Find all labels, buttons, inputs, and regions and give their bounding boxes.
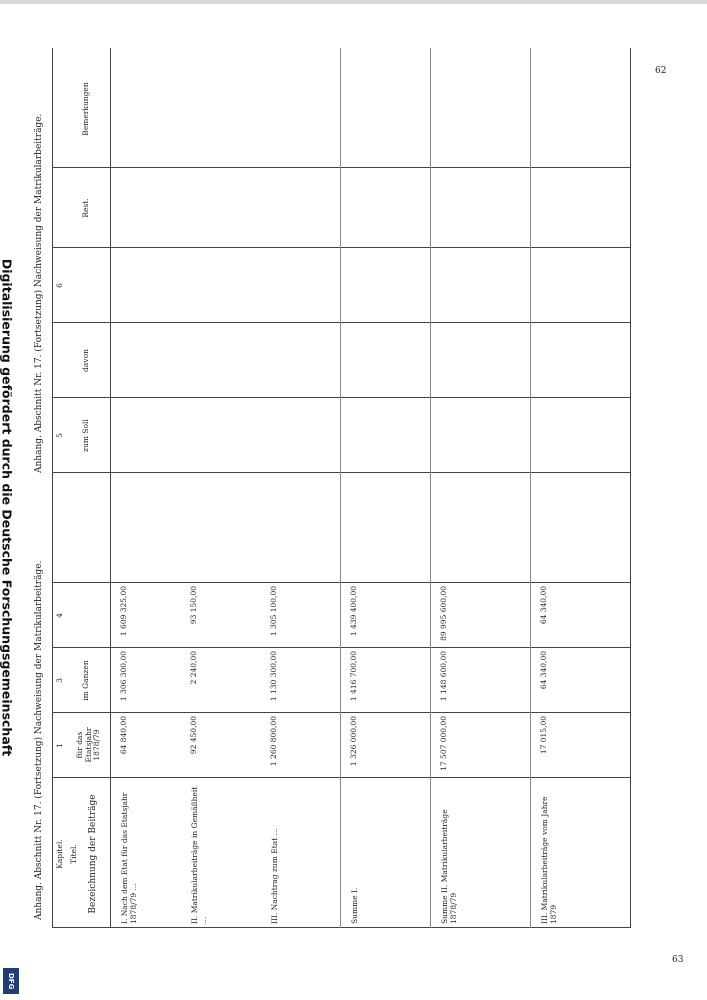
rule-top xyxy=(52,48,53,928)
rule-v2 xyxy=(52,712,630,713)
rule-v7 xyxy=(52,322,630,323)
rule-v9 xyxy=(52,167,630,168)
row-6-v2: 64 340,00 xyxy=(539,651,548,690)
col-head-im-ganzen: im Ganzen xyxy=(81,660,90,701)
row-4-v1: 1 326 000,00 xyxy=(349,716,358,767)
row-3-v3: 1 305 100,00 xyxy=(269,586,278,637)
col-head-rest: Rest. xyxy=(81,198,90,218)
row-4-v2: 1 416 700,00 xyxy=(349,651,358,702)
rule-v5 xyxy=(52,472,630,473)
footer-text: Digitalisierung gefördert durch die Deutsche Forschungsgemeinschaft xyxy=(0,258,15,757)
row-2-v1: 92 450,00 xyxy=(189,716,198,755)
header-left: Anhang. Abschnitt Nr. 17. (Fortsetzung) Nachweisung der Matrikularbeiträge. xyxy=(34,560,44,920)
footer-strip xyxy=(2,0,24,1000)
row-5-v1: 17 507 000,00 xyxy=(439,716,448,771)
row-5-desc: Summe II. Matrikularbeiträge 1878/79 xyxy=(440,809,458,924)
row-6-v1: 17 015,00 xyxy=(539,716,548,755)
col-head-5: 5 xyxy=(55,433,64,438)
row-5-v3: 89 995 600,00 xyxy=(439,586,448,641)
row-3-v2: 1 130 300,00 xyxy=(269,651,278,702)
rule-v8 xyxy=(52,247,630,248)
row-5-v2: 1 148 600,00 xyxy=(439,651,448,702)
row-2-v3: 93 150,00 xyxy=(189,586,198,625)
row-2-desc: II. Matrikularbeiträge in Gemäßheit ... xyxy=(190,786,208,924)
col-head-6: 6 xyxy=(55,283,64,288)
row-6-v3: 64 340,00 xyxy=(539,586,548,625)
rule-head xyxy=(110,48,111,928)
row-1-v1: 64 840,00 xyxy=(119,716,128,755)
page-number-right: 63 xyxy=(672,955,684,965)
page-number-left: 62 xyxy=(655,66,667,76)
rule-bottom xyxy=(630,48,631,928)
rule-v0 xyxy=(52,927,630,928)
row-3-desc: III. Nachtrag zum Etat ... xyxy=(270,828,279,924)
scan-edge xyxy=(0,0,707,4)
col-head-bemerkungen: Bemerkungen xyxy=(81,82,90,136)
row-6-desc: III. Matrikularbeiträge vom Jahre 1879 xyxy=(540,796,558,924)
col-head-4: 4 xyxy=(55,613,64,618)
row-4-v3: 1 439 400,00 xyxy=(349,586,358,637)
rule-sum-1 xyxy=(340,48,341,928)
col-head-description: Bezeichnung der Beiträge xyxy=(88,794,98,914)
col-head-davon: davon xyxy=(81,349,90,372)
rule-v4 xyxy=(52,582,630,583)
col-head-zum-soll: zum Soll xyxy=(81,419,90,452)
col-head-kapitel: Kapitel. xyxy=(55,839,64,869)
row-1-v2: 1 306 300,00 xyxy=(119,651,128,702)
row-2-v2: 2 240,00 xyxy=(189,651,198,685)
rule-v3 xyxy=(52,647,630,648)
header-right: Anhang. Abschnitt Nr. 17. (Fortsetzung) Nachweisung der Matrikularbeiträge. xyxy=(34,113,44,473)
col-head-etatsjahr: für das Etatsjahr 1878/79 xyxy=(75,727,102,763)
rule-v6 xyxy=(52,397,630,398)
col-head-3: 3 xyxy=(55,678,64,683)
row-1-desc: I. Nach dem Etat für das Etatsjahr 1878/79 ... xyxy=(120,792,138,924)
col-head-1: 1 xyxy=(55,743,64,748)
rule-sum-2 xyxy=(430,48,431,928)
rotated-table xyxy=(34,48,640,928)
dfg-logo: DFG xyxy=(3,968,19,994)
col-head-titel: Titel. xyxy=(69,844,78,864)
row-3-v1: 1 260 800,00 xyxy=(269,716,278,767)
rule-v1 xyxy=(52,777,630,778)
row-1-v3: 1 609 325,00 xyxy=(119,586,128,637)
rule-sum-3 xyxy=(530,48,531,928)
row-4-desc: Summe I. xyxy=(350,887,359,924)
